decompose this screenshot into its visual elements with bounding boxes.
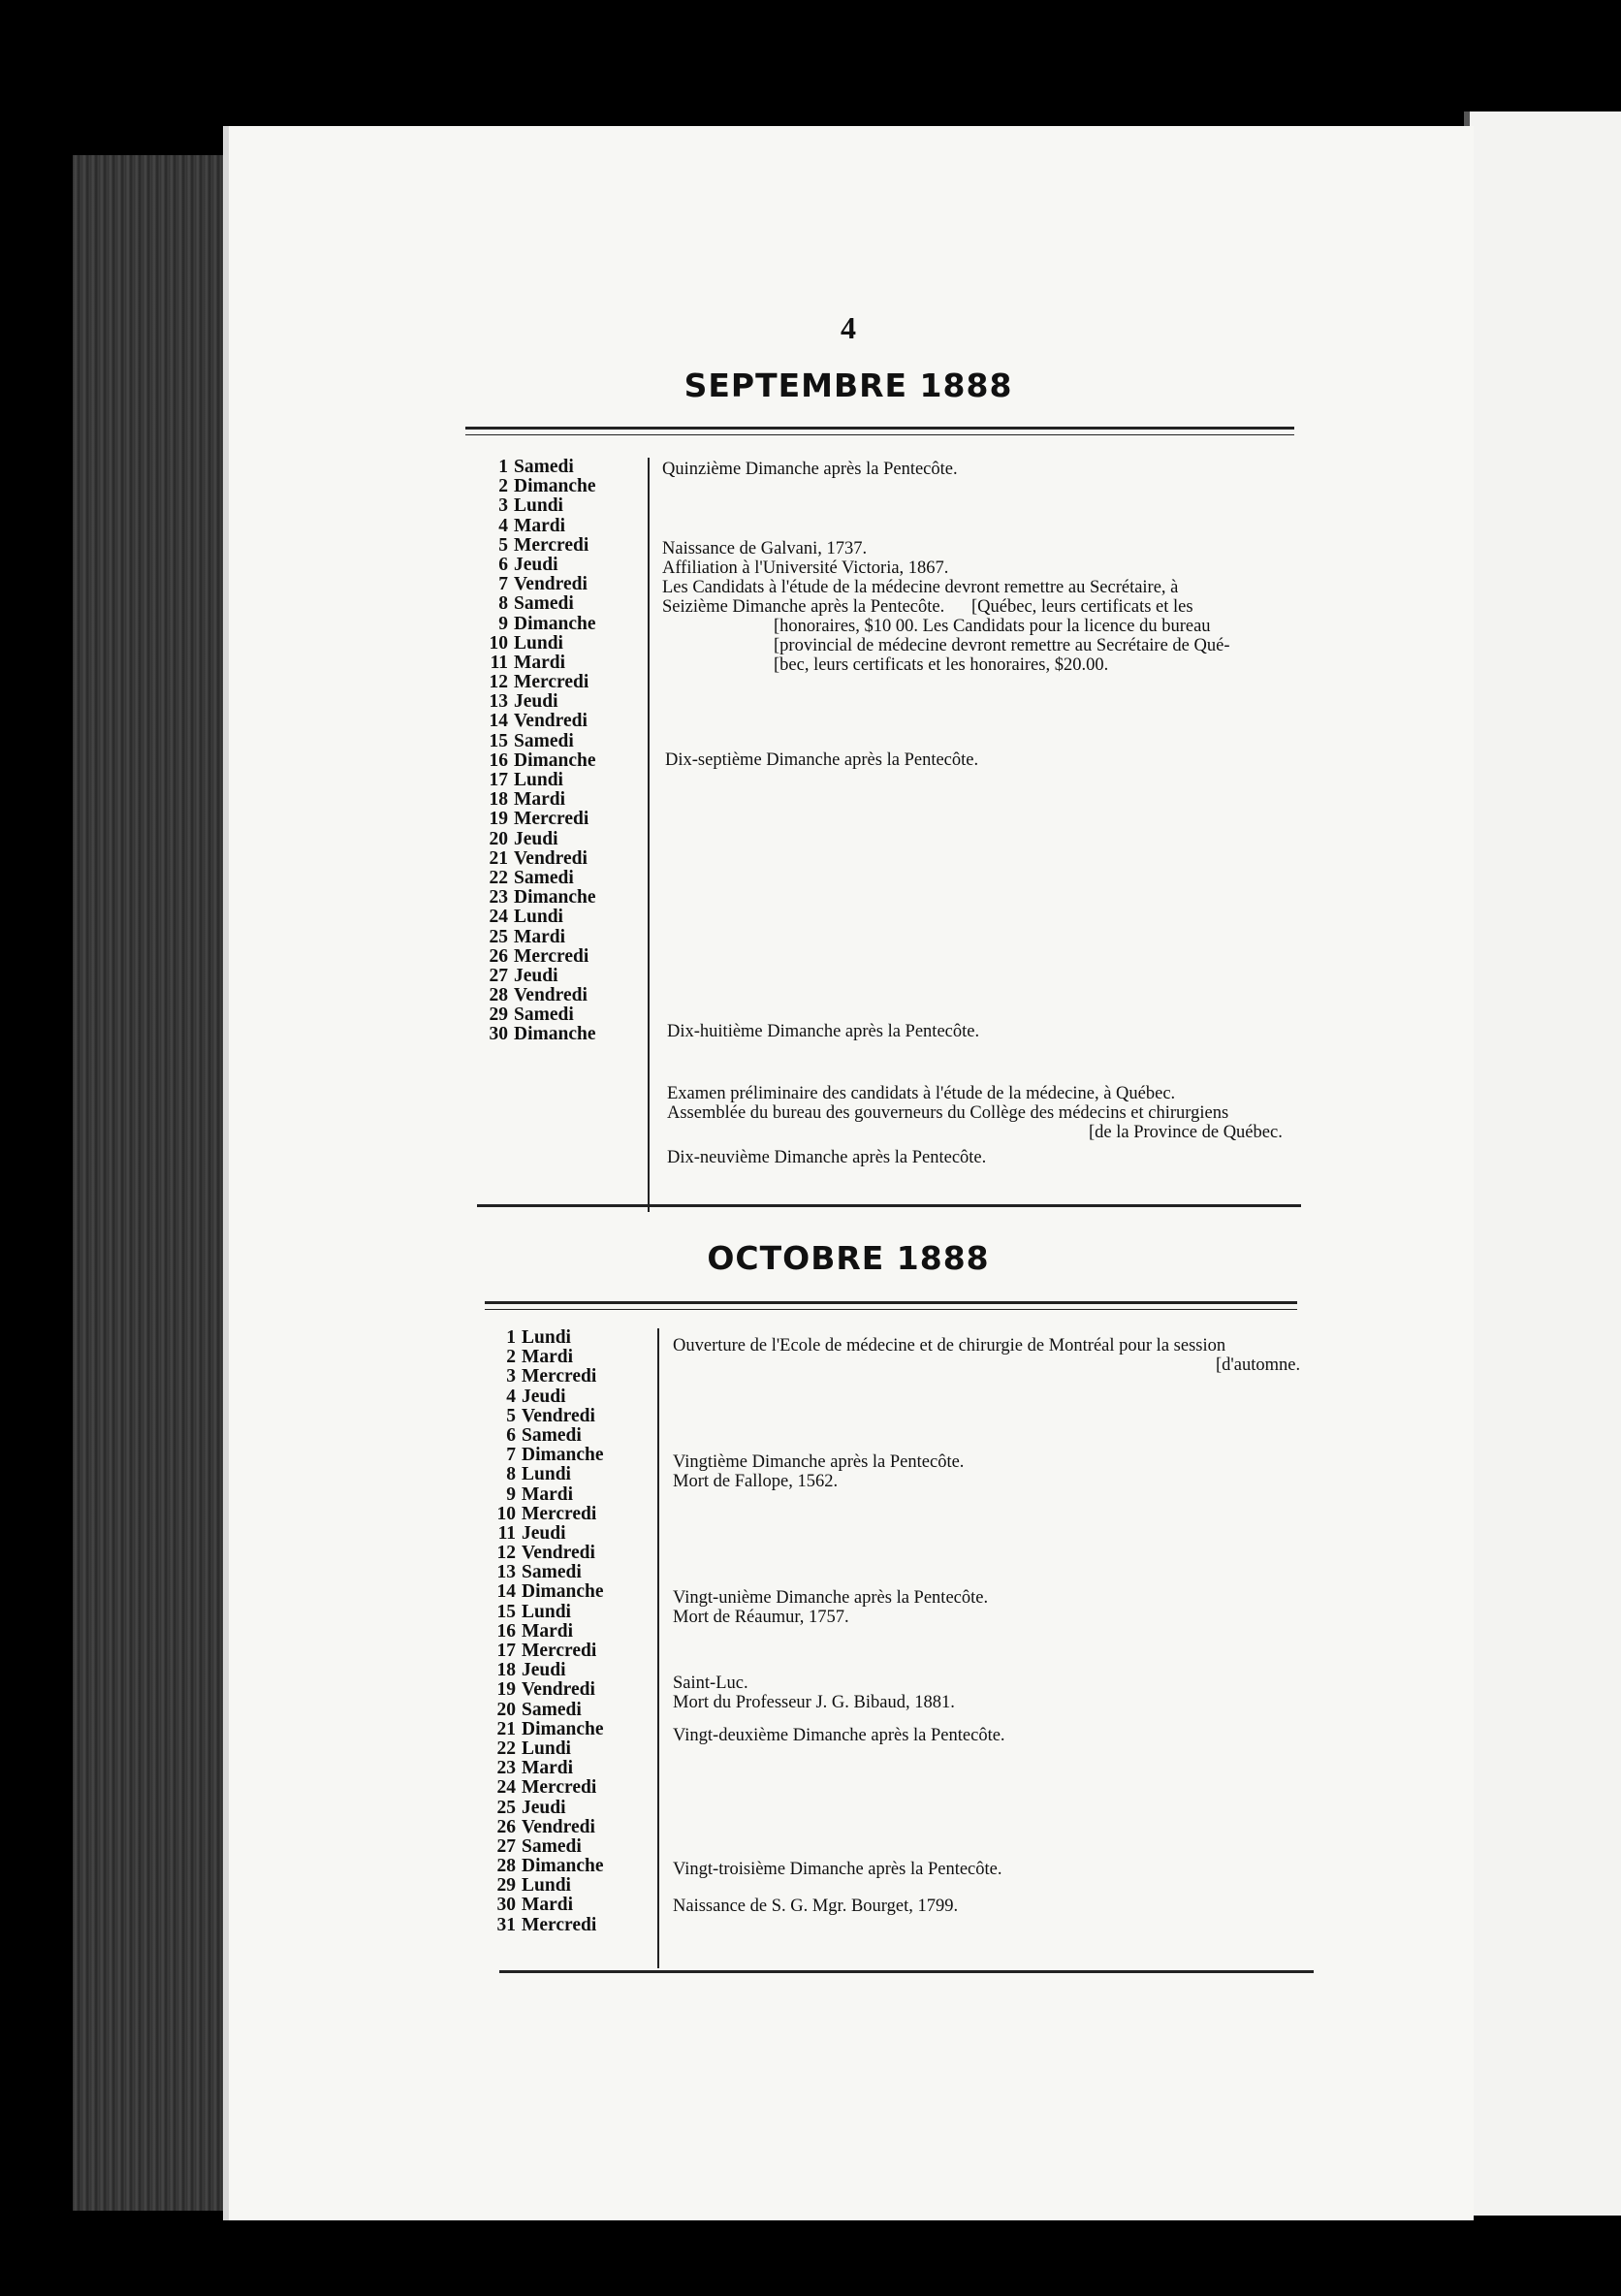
day-row: [483, 732, 596, 751]
day-row: [491, 1524, 604, 1544]
day-name: Dimanche: [514, 1024, 596, 1045]
event-line: Ouverture de l'Ecole de médecine et de chirurgie de Montréal pour la session: [673, 1336, 1226, 1355]
day-number: 22: [496, 1738, 516, 1759]
event-line: Mort du Professeur J. G. Bibaud, 1881.: [673, 1693, 955, 1712]
day-number: 15: [496, 1601, 516, 1622]
day-number: 6: [506, 1424, 516, 1446]
day-name: Vendredi: [522, 1405, 595, 1426]
day-row: [483, 830, 596, 849]
month-title-octobre: OCTOBRE 1888: [707, 1239, 990, 1277]
day-number: 11: [497, 1522, 516, 1544]
day-name: Vendredi: [514, 847, 588, 869]
event-line: Quinzième Dimanche après la Pentecôte.: [662, 460, 958, 479]
day-row: [491, 1916, 604, 1935]
day-name: Vendredi: [514, 574, 588, 595]
day-number: 17: [496, 1641, 516, 1661]
top-rule-thin: [485, 1309, 1297, 1310]
day-row: [491, 1818, 604, 1837]
day-number: 5: [506, 1405, 516, 1426]
day-name: Samedi: [522, 1424, 582, 1446]
day-number: 28: [496, 1856, 516, 1877]
day-name: Mercredi: [514, 672, 589, 693]
day-name: Vendredi: [522, 1816, 595, 1837]
day-number: 1: [498, 457, 508, 477]
day-row: [491, 1642, 604, 1661]
day-row: [491, 1446, 604, 1465]
day-row: [491, 1837, 604, 1857]
event-line: Vingt-troisième Dimanche après la Pentecôte.: [673, 1860, 1002, 1879]
day-row: [483, 751, 596, 771]
day-name: Mardi: [522, 1620, 574, 1642]
day-row: [483, 888, 596, 908]
day-row: [483, 634, 596, 654]
day-row: [491, 1778, 604, 1798]
event-line: Dix-huitième Dimanche après la Pentecôte.: [667, 1022, 980, 1041]
day-row: [491, 1328, 604, 1348]
day-row: [491, 1367, 604, 1387]
day-row: [491, 1485, 604, 1505]
day-row: [483, 712, 596, 731]
event-line: Mort de Réaumur, 1757.: [673, 1608, 849, 1627]
day-number: 19: [489, 809, 508, 830]
day-number: 10: [489, 632, 508, 654]
day-row: [491, 1896, 604, 1915]
event-line: [de la Province de Québec.: [1089, 1123, 1283, 1142]
month-title-septembre: SEPTEMBRE 1888: [683, 367, 1013, 404]
day-number: 4: [498, 515, 508, 536]
day-name: Samedi: [514, 457, 574, 477]
day-row: [483, 967, 596, 986]
event-line: [d'automne.: [1216, 1355, 1301, 1375]
event-line: [honoraires, $10 00. Les Candidats pour la licence du bureau: [774, 617, 1211, 636]
day-number: 16: [489, 749, 508, 771]
day-row: [483, 947, 596, 967]
day-number: 16: [496, 1620, 516, 1642]
day-name: Dimanche: [514, 476, 596, 497]
event-line: Saint-Luc.: [673, 1674, 748, 1693]
day-row: [483, 517, 596, 536]
day-name: Dimanche: [522, 1718, 604, 1739]
top-rule: [485, 1301, 1297, 1304]
day-number: 25: [496, 1797, 516, 1818]
event-line: Examen préliminaire des candidats à l'étude de la médecine, à Québec.: [667, 1084, 1176, 1103]
day-number: 7: [506, 1445, 516, 1466]
day-name: Lundi: [522, 1464, 571, 1485]
day-number: 12: [489, 672, 508, 693]
day-row: [491, 1465, 604, 1484]
day-name: Mardi: [514, 515, 566, 536]
day-number: 1: [506, 1327, 516, 1348]
day-name: Samedi: [514, 867, 574, 888]
day-row: [483, 790, 596, 810]
day-row: [483, 458, 596, 477]
day-name: Mercredi: [522, 1503, 597, 1524]
day-row: [491, 1544, 604, 1563]
septembre-table: [483, 458, 1297, 1216]
day-number: 22: [489, 867, 508, 888]
day-name: Samedi: [514, 730, 574, 751]
top-rule-thin: [465, 434, 1294, 435]
day-row: [491, 1582, 604, 1602]
bottom-rule: [499, 1970, 1314, 1973]
day-name: Mardi: [522, 1347, 574, 1368]
day-name: Dimanche: [522, 1581, 604, 1603]
day-number: 11: [490, 652, 508, 673]
day-number: 5: [498, 534, 508, 556]
top-rule: [465, 427, 1294, 430]
day-number: 3: [498, 495, 508, 517]
event-line: [bec, leurs certificats et les honoraires, $20.00.: [774, 655, 1109, 675]
day-row: [491, 1739, 604, 1759]
day-name: Vendredi: [522, 1543, 595, 1564]
day-number: 14: [496, 1581, 516, 1603]
day-row: [483, 1005, 596, 1025]
day-row: [483, 869, 596, 888]
day-number: 19: [496, 1679, 516, 1701]
day-row: [491, 1622, 604, 1642]
day-name: Mardi: [522, 1758, 574, 1779]
day-name: Lundi: [522, 1875, 571, 1897]
day-row: [483, 673, 596, 692]
day-number: 12: [496, 1543, 516, 1564]
day-row: [491, 1387, 604, 1407]
day-name: Jeudi: [514, 965, 558, 986]
day-row: [483, 908, 596, 927]
day-name: Lundi: [522, 1601, 571, 1622]
page-number: 4: [841, 310, 856, 345]
day-name: Samedi: [522, 1562, 582, 1583]
day-number: 25: [489, 926, 508, 947]
day-row: [483, 654, 596, 673]
day-name: Lundi: [514, 770, 563, 790]
day-name: Lundi: [514, 495, 563, 517]
octobre-table: [491, 1328, 1305, 1968]
day-name: Lundi: [514, 632, 563, 654]
day-row: [483, 575, 596, 594]
day-number: 18: [496, 1660, 516, 1681]
day-row: [491, 1426, 604, 1446]
day-list: [483, 458, 596, 1045]
event-line: Les Candidats à l'étude de la médecine devront remettre au Secrétaire, à: [662, 578, 1179, 597]
event-line: Dix-neuvième Dimanche après la Pentecôte.: [667, 1148, 987, 1167]
day-list: [491, 1328, 604, 1935]
day-row: [491, 1876, 604, 1896]
day-row: [483, 1025, 596, 1044]
day-row: [491, 1407, 604, 1426]
event-line: Assemblée du bureau des gouverneurs du Collège des médecins et chirurgiens: [667, 1103, 1229, 1123]
day-row: [491, 1661, 604, 1680]
day-row: [483, 594, 596, 614]
day-name: Mercredi: [522, 1366, 597, 1387]
day-number: 26: [489, 945, 508, 967]
day-number: 2: [498, 476, 508, 497]
event-line: Naissance de Galvani, 1737.: [662, 539, 868, 558]
day-name: Vendredi: [514, 985, 588, 1006]
day-row: [483, 810, 596, 829]
day-row: [491, 1720, 604, 1739]
event-line: Seizième Dimanche après la Pentecôte. [Québec, leurs certificats et les: [662, 597, 1193, 617]
facing-page-edge: [1464, 112, 1621, 2216]
day-name: Mercredi: [514, 945, 589, 967]
day-row: [483, 496, 596, 516]
day-number: 14: [489, 711, 508, 732]
almanac-page: [223, 126, 1474, 2220]
day-row: [483, 692, 596, 712]
day-row: [483, 477, 596, 496]
day-number: 24: [489, 907, 508, 928]
day-name: Mercredi: [522, 1777, 597, 1799]
day-number: 20: [496, 1699, 516, 1720]
event-line: Naissance de S. G. Mgr. Bourget, 1799.: [673, 1897, 959, 1916]
day-name: Samedi: [514, 1004, 574, 1026]
day-number: 28: [489, 985, 508, 1006]
day-name: Dimanche: [514, 613, 596, 634]
day-number: 23: [489, 887, 508, 909]
day-number: 29: [489, 1004, 508, 1026]
day-name: Jeudi: [514, 828, 558, 849]
day-number: 9: [506, 1483, 516, 1505]
day-number: 10: [496, 1503, 516, 1524]
day-name: Dimanche: [522, 1445, 604, 1466]
day-name: Dimanche: [514, 887, 596, 909]
day-row: [483, 615, 596, 634]
day-number: 27: [489, 965, 508, 986]
day-name: Lundi: [514, 907, 563, 928]
day-row: [491, 1759, 604, 1778]
day-number: 13: [489, 691, 508, 713]
day-number: 31: [496, 1914, 516, 1935]
event-line: [provincial de médecine devront remettre au Secrétaire de Qué-: [774, 636, 1230, 655]
event-line: Vingt-deuxième Dimanche après la Pentecôte.: [673, 1726, 1005, 1745]
day-row: [491, 1348, 604, 1367]
day-name: Samedi: [522, 1699, 582, 1720]
day-name: Vendredi: [522, 1679, 595, 1701]
day-row: [491, 1563, 604, 1582]
day-row: [491, 1799, 604, 1818]
day-number: 15: [489, 730, 508, 751]
day-name: Mardi: [522, 1895, 574, 1916]
day-number: 24: [496, 1777, 516, 1799]
day-row: [483, 771, 596, 790]
day-row: [483, 849, 596, 869]
day-number: 21: [496, 1718, 516, 1739]
day-number: 17: [489, 770, 508, 790]
day-name: Dimanche: [514, 749, 596, 771]
day-number: 30: [496, 1895, 516, 1916]
event-line: Affiliation à l'Université Victoria, 1867.: [662, 558, 949, 578]
day-number: 6: [498, 554, 508, 575]
day-name: Lundi: [522, 1738, 571, 1759]
day-row: [491, 1701, 604, 1720]
day-name: Mercredi: [522, 1641, 597, 1661]
event-line: Vingt-unième Dimanche après la Pentecôte.: [673, 1588, 989, 1608]
day-row: [483, 986, 596, 1005]
day-number: 9: [498, 613, 508, 634]
day-name: Dimanche: [522, 1856, 604, 1877]
event-line: Dix-septième Dimanche après la Pentecôte.: [665, 750, 979, 770]
day-row: [491, 1505, 604, 1524]
day-row: [483, 536, 596, 556]
day-name: Jeudi: [522, 1797, 566, 1818]
day-row: [491, 1603, 604, 1622]
day-name: Mardi: [514, 926, 566, 947]
day-number: 8: [498, 593, 508, 615]
day-name: Mardi: [514, 789, 566, 811]
day-number: 3: [506, 1366, 516, 1387]
day-name: Mercredi: [522, 1914, 597, 1935]
day-name: Samedi: [514, 593, 574, 615]
day-number: 8: [506, 1464, 516, 1485]
day-number: 13: [496, 1562, 516, 1583]
event-line: Vingtième Dimanche après la Pentecôte.: [673, 1452, 965, 1472]
day-name: Vendredi: [514, 711, 588, 732]
day-number: 2: [506, 1347, 516, 1368]
day-name: Jeudi: [514, 691, 558, 713]
day-name: Mardi: [514, 652, 566, 673]
day-row: [491, 1680, 604, 1700]
day-number: 26: [496, 1816, 516, 1837]
day-name: Jeudi: [522, 1522, 566, 1544]
day-name: Jeudi: [514, 554, 558, 575]
day-number: 23: [496, 1758, 516, 1779]
day-name: Jeudi: [522, 1386, 566, 1407]
bottom-rule: [477, 1204, 1301, 1207]
day-number: 27: [496, 1835, 516, 1857]
column-divider: [657, 1328, 659, 1968]
day-row: [491, 1857, 604, 1876]
event-line: Mort de Fallope, 1562.: [673, 1472, 839, 1491]
day-number: 18: [489, 789, 508, 811]
day-name: Mercredi: [514, 534, 589, 556]
day-name: Lundi: [522, 1327, 571, 1348]
day-number: 29: [496, 1875, 516, 1897]
day-row: [483, 556, 596, 575]
day-number: 4: [506, 1386, 516, 1407]
day-name: Mardi: [522, 1483, 574, 1505]
column-divider: [648, 458, 650, 1212]
day-number: 7: [498, 574, 508, 595]
day-name: Jeudi: [522, 1660, 566, 1681]
day-number: 20: [489, 828, 508, 849]
day-number: 30: [489, 1024, 508, 1045]
day-row: [483, 928, 596, 947]
day-name: Mercredi: [514, 809, 589, 830]
day-name: Samedi: [522, 1835, 582, 1857]
day-number: 21: [489, 847, 508, 869]
